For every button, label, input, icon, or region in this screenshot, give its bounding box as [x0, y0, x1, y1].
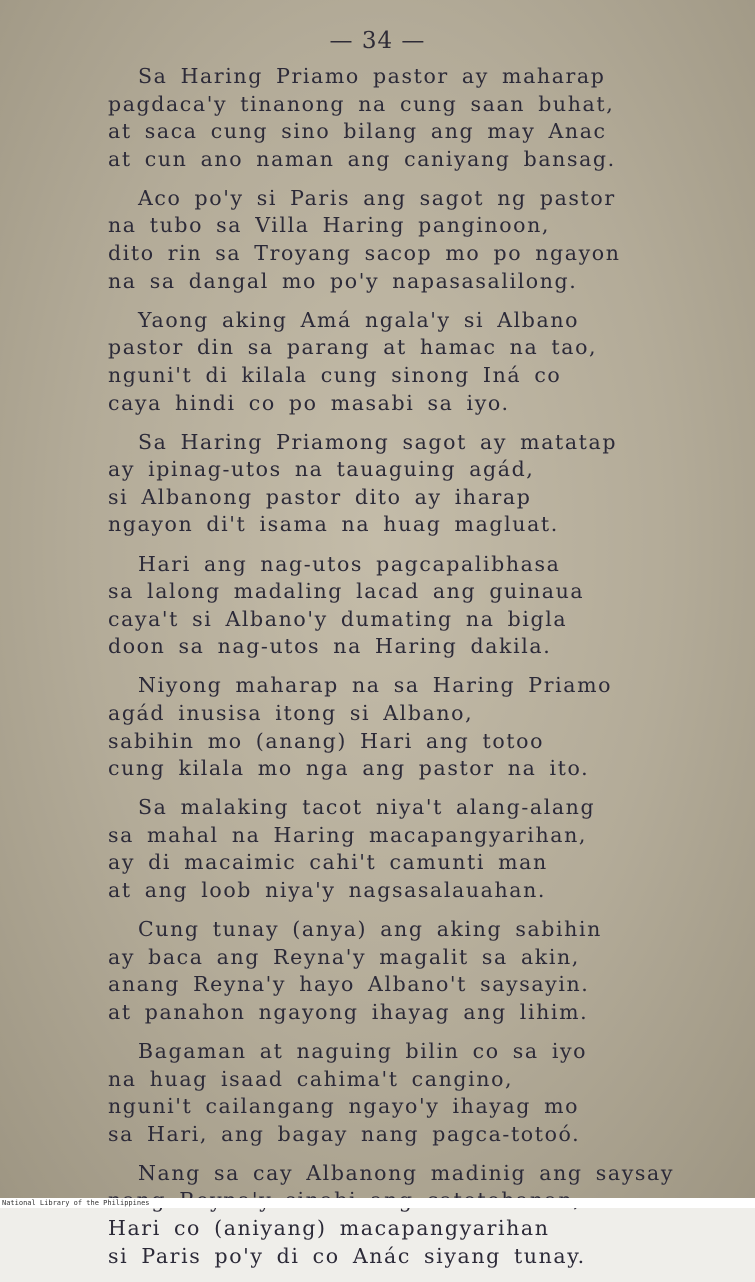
stanza — [108, 185, 708, 295]
verse-line: at saca cung sino bilang ang may Anac — [108, 119, 607, 144]
verse-line: at cun ano naman ang caniyang bansag. — [108, 146, 616, 171]
stanza — [108, 1160, 708, 1270]
stanza — [108, 794, 708, 904]
verse-line: sa lalong madaling lacad ang guinaua — [108, 579, 585, 604]
verse-line: sabihin mo (anang) Hari ang totoo — [108, 728, 545, 753]
stanza — [108, 429, 708, 539]
verse-line: nguni't cailangang ngayo'y ihayag mo — [108, 1094, 580, 1119]
stanza — [108, 916, 708, 1026]
poem-body — [108, 63, 708, 1282]
verse-line: si Paris po'y di co Anác siyang tunay. — [108, 1243, 586, 1268]
verse-line: na huag isaad cahima't cangino, — [108, 1066, 514, 1091]
verse-line: dito rin sa Troyang sacop mo po ngayon — [108, 241, 621, 266]
verse-line: sa Hari, ang bagay nang pagca-totoó. — [108, 1121, 581, 1146]
verse-line: Aco po'y si Paris ang sagot ng pastor — [138, 185, 616, 210]
stanza — [108, 551, 708, 661]
verse-line: nguni't di kilala cung sinong Iná co — [108, 362, 562, 387]
verse-line: Hari ang nag-utos pagcapalibhasa — [138, 551, 561, 576]
verse-line: na sa dangal mo po'y napasasalilong. — [108, 268, 578, 293]
verse-line: na tubo sa Villa Haring panginoon, — [108, 213, 551, 238]
verse-line: Cung tunay (anya) ang aking sabihin — [138, 917, 602, 942]
verse-line: at ang loob niya'y nagsasalauahan. — [108, 878, 546, 903]
verse-line: caya't si Albano'y dumating na bigla — [108, 606, 568, 631]
verse-line: pagdaca'y tinanong na cung saan buhat, — [108, 91, 615, 116]
verse-line: Sa malaking tacot niya't alang-alang — [138, 795, 596, 820]
verse-line: Sa Haring Priamong sagot ay matatap — [138, 429, 618, 454]
verse-line: ay di macaimic cahi't camunti man — [108, 850, 548, 875]
verse-line: Yaong aking Amá ngala'y si Albano — [138, 307, 580, 332]
verse-line: ay baca ang Reyna'y magalit sa akin, — [108, 944, 580, 969]
stanza — [108, 1038, 708, 1148]
verse-line: Nang sa cay Albanong madinig ang saysay — [138, 1160, 675, 1185]
verse-line: agád inusisa itong si Albano, — [108, 700, 474, 725]
verse-line: si Albanong pastor dito ay iharap — [108, 484, 532, 509]
verse-line: cung kilala mo nga ang pastor na ito. — [108, 756, 590, 781]
verse-line: anang Reyna'y hayo Albano't saysayin. — [108, 972, 590, 997]
verse-line: Bagaman at naguing bilin co sa iyo — [138, 1039, 588, 1063]
verse-line: Hari co (aniyang) macapangyarihan — [108, 1216, 550, 1241]
verse-line: doon sa nag-utos na Haring dakila. — [108, 634, 552, 659]
stanza — [108, 672, 708, 782]
verse-line: sa mahal na Haring macapangyarihan, — [108, 822, 587, 847]
verse-line: caya hindi co po masabi sa iyo. — [108, 390, 510, 415]
library-credit: National Library of the Philippines — [2, 1199, 150, 1207]
verse-line: Sa Haring Priamo pastor ay maharap — [138, 64, 606, 88]
stanza — [108, 307, 708, 417]
page-number: — 34 — — [329, 28, 426, 54]
verse-line: Niyong maharap na sa Haring Priamo — [138, 673, 613, 698]
stanza — [108, 63, 708, 173]
verse-line: ay ipinag-utos na tauaguing agád, — [108, 457, 535, 482]
verse-line: at panahon ngayong ihayag ang lihim. — [108, 999, 589, 1024]
verse-line: ngayon di't isama na huag magluat. — [108, 512, 559, 537]
verse-line: pastor din sa parang at hamac na tao, — [108, 335, 598, 360]
